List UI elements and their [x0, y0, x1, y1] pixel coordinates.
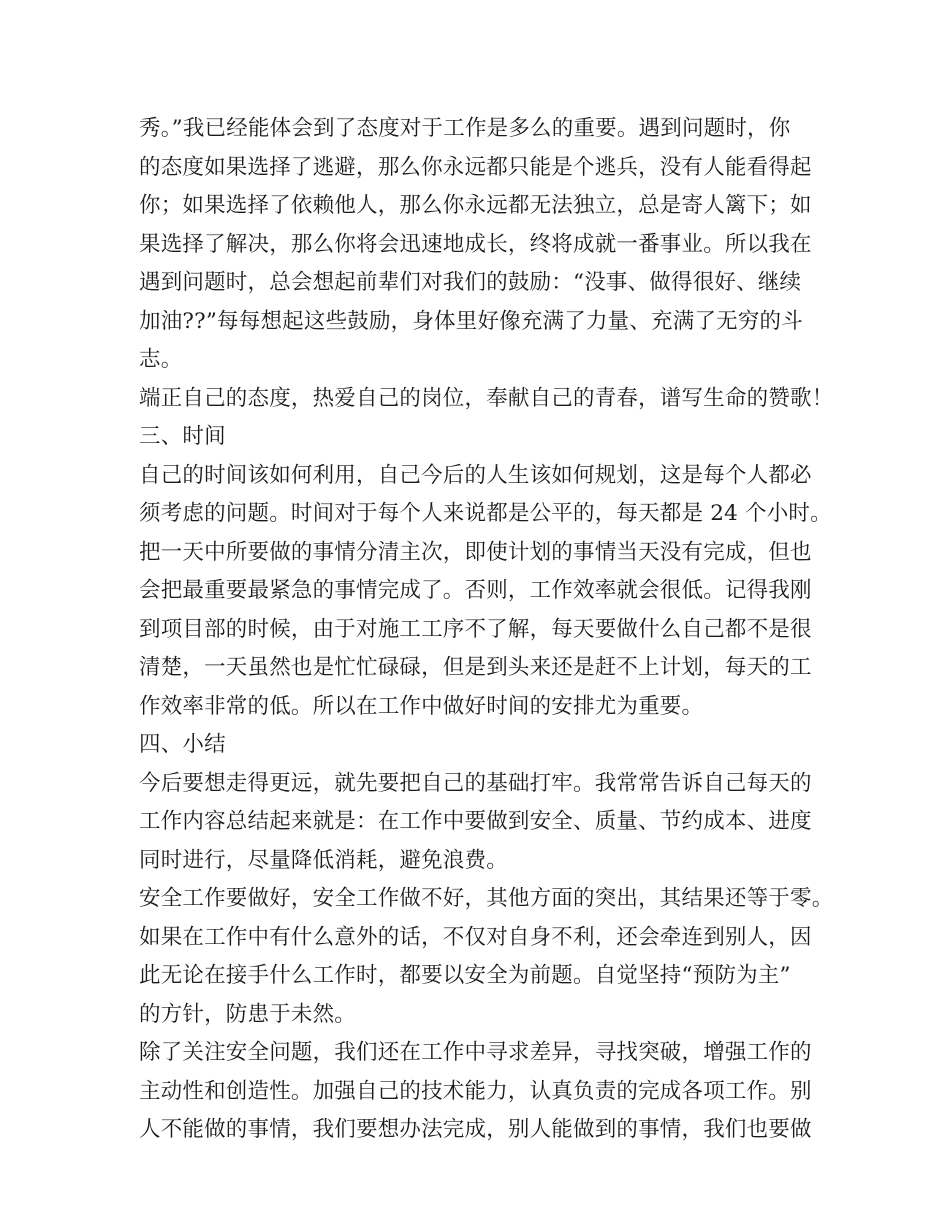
text-line: 作效率非常的低。所以在工作中做好时间的安排尤为重要。: [139, 693, 704, 719]
text-line: 主动性和创造性。加强自己的技术能力，认真负责的完成各项工作。别: [139, 1078, 812, 1104]
text-line: 清楚，一天虽然也是忙忙碌碌，但是到头来还是赶不上计划，每天的工: [139, 655, 812, 680]
text-line: 端正自己的态度，热爱自己的岗位，奉献自己的青春，谱写生命的赞歌！: [139, 385, 834, 411]
text-line: 志。: [139, 347, 183, 372]
text-line: 的态度如果选择了逃避，那么你永远都只能是个逃兵，没有人能看得起: [139, 154, 812, 180]
text-line: 的方针，防患于未然。: [139, 1001, 357, 1027]
text-line: 会把最重要最紧急的事情完成了。否则，工作效率就会很低。记得我刚: [139, 578, 812, 603]
text-line: 加油??”每每想起这些鼓励，身体里好像充满了力量、充满了无穷的斗: [139, 308, 803, 334]
text-line: 果选择了解决，那么你将会迅速地成长，终将成就一番事业。所以我在: [139, 231, 812, 257]
text-line: 工作内容总结起来就是：在工作中要做到安全、质量、节约成本、进度: [139, 809, 812, 834]
text-line: 遇到问题时，总会想起前辈们对我们的鼓励：“没事、做得很好、继续: [139, 270, 802, 295]
text-line: 人不能做的事情，我们要想办法完成，别人能做到的事情，我们也要做: [139, 1117, 812, 1142]
text-line: 把一天中所要做的事情分清主次，即使计划的事情当天没有完成，但也: [139, 539, 812, 565]
section-heading: 三、时间: [139, 424, 226, 449]
text-line: 除了关注安全问题，我们还在工作中寻求差异，寻找突破，增强工作的: [139, 1040, 812, 1065]
text-line: 如果在工作中有什么意外的话，不仅对自身不利，还会牵连到别人，因: [139, 924, 812, 950]
text-line: 此无论在接手什么工作时，都要以安全为前题。自觉坚持“预防为主”: [139, 963, 791, 988]
text-line: 你；如果选择了依赖他人，那么你永远都无法独立，总是寄人篱下；如: [139, 193, 812, 218]
text-line: 秀。”我已经能体会到了态度对于工作是多么的重要。遇到问题时，你: [139, 116, 791, 141]
text-line: 今后要想走得更远，就先要把自己的基础打牢。我常常告诉自己每天的: [139, 770, 812, 796]
text-line: 须考虑的问题。时间对于每个人来说都是公平的，每天都是 24 个小时。: [139, 501, 832, 526]
text-line: 同时进行，尽量降低消耗，避免浪费。: [139, 847, 508, 873]
text-line: 自己的时间该如何利用，自己今后的人生该如何规划，这是每个人都必: [139, 462, 812, 488]
section-heading: 四、小结: [139, 732, 226, 757]
body-text: [139, 110, 839, 1150]
text-line: 到项目部的时候，由于对施工工序不了解，每天要做什么自己都不是很: [139, 616, 812, 642]
text-line: 安全工作要做好，安全工作做不好，其他方面的突出，其结果还等于零。: [139, 886, 834, 911]
